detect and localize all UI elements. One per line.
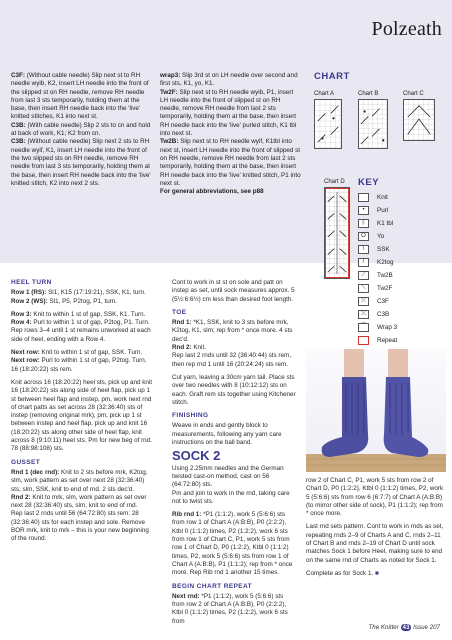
key-item: ⤬ C3B (358, 309, 389, 320)
key-item: ⟍ Tw2F (358, 283, 392, 294)
pattern-column-2 (172, 279, 296, 631)
section-heading: FINISHING (172, 412, 209, 420)
key-item: Knit (358, 192, 388, 203)
pattern-paragraph: Knit across 16 (18:20:22) heel sts, pick up and knit 16 (18:20:22) sts along side of heel flap, pick up 1 st between heel flap and instep, pm, work next rnd of chart patts as set across 28 (32:36:40) sts of instep (removing original mrk), pm, pick up 1 st between instep and heel flap, pick up and knit 16 (18:20:22) sts along other side of heel flap, knit across 8 (9:10:11) heel sts. Pm for new beg of rnd. 78 (88:98:108) sts. (11, 378, 153, 453)
page-number: 43 (402, 624, 410, 631)
pattern-row: Row 3: Knit to within 1 st of gap, SSK, K1. Turn. Row 4: Purl to within 1 st of gap, P2tog, P1. Turn. Rep rows 3–4 until 1 st remains unworked at each side of heel, ending with a Row 4. (11, 310, 151, 343)
section-heading: TOE (172, 308, 187, 316)
pattern-row: Next rnd: *P1 (1:1:2), work 5 (5:6:6) sts from row 2 of Chart A (A:B:B), P0 (2:2:2), Ktbl 0 (1:1:2) times, P2 (1:2:2), work 6 sts from (172, 592, 288, 625)
chart-c-label: Chart C (403, 91, 424, 97)
tw2b-icon: ⟋ (358, 271, 369, 280)
key-item: ⟋ Tw2B (358, 270, 393, 281)
pattern-paragraph: Weave in ends and gently block to measurements, following any yarn care instructions on the ball band. (172, 422, 282, 447)
abbreviations-left (11, 72, 153, 188)
pattern-column-1 (11, 279, 153, 549)
sock-2-heading: SOCK 2 (172, 448, 221, 464)
ssk-icon: \ (358, 245, 369, 254)
pattern-row: Rnd 1 (dec rnd): Knit to 2 sts before mrk, K2tog, slm, work pattern as set over next 28 (32:36:40) sts, slm, SSK, knit to end of rnd. 2 sts dec'd. Rnd 2: Knit to mrk, slm, work pattern as set over next 28 (32:36:40) sts, slm, knit to end of rnd. Rep last 2 rnds until 56 (64:72:80) sts rem: 28 (32:36:40) sts for each instep and sole. Remove BOR mrk, knit to mrk – this is your new beginning of the round. (11, 468, 149, 543)
key-item: Repeat (358, 335, 397, 346)
pattern-paragraph: Using 2.25mm needles and the German twisted cast-on method, cast on 56 (64:72:80) sts. Pm and join to work in the rnd, taking care not to twist sts. (172, 464, 290, 505)
publication-name: The Knitter (368, 624, 399, 631)
pattern-paragraph: Complete as for Sock 1. ■ (306, 569, 379, 577)
abbr-entry: C3F: (Without cable needle) Slip next st to RH needle wyib, K2, insert LH needle into the front of the slipped st on RH needle, remove RH needle from last 3 sts temporarily, holding them at the base, then insert RH needle back into the 'live' knitted stitches, K1 into next st. (11, 72, 149, 121)
socks-photo (306, 349, 446, 472)
c3b-icon: ⤬ (358, 310, 369, 319)
key-heading: KEY (358, 177, 380, 188)
repeat-icon (358, 336, 369, 345)
purl-icon: • (358, 206, 369, 215)
yo-icon: O (358, 232, 369, 241)
chart-a-label: Chart A (314, 91, 335, 97)
pattern-row: Row 1 (RS): Sl1, K15 (17:19:21), SSK, K1, turn. Row 2 (WS): Sl1, P5, P2tog, P1, turn. (11, 289, 146, 305)
page-title: Polzeath (371, 18, 442, 40)
general-abbreviations-note: For general abbreviations, see p88 (160, 188, 264, 196)
abbreviations-right (160, 72, 302, 196)
knit-icon (358, 193, 369, 202)
c3f-icon: ⤫ (358, 297, 369, 306)
k2tog-icon: / (358, 258, 369, 267)
abbr-entry: C3B: (With cable needle) Slip 2 sts to cn and hold at back of work, K1; K2 from cn. (11, 121, 151, 138)
abbr-entry: C3B: (Without cable needle) Slip next 2 sts to RH needle wyif, K1, insert LH needle into the front of the two slipped sts on RH needle, remove RH needle from last 3 sts temporarily, holding them at the base, then insert RH needle back into the 'live' knitted stitch, K2 into next 2 sts. (11, 138, 151, 187)
pattern-column-3 (306, 477, 446, 583)
key-item: O Yo (358, 231, 384, 242)
pattern-paragraph: Cont to work in st st on sole and patt on instep as set, until sock measures approx. 5 (5½:6:6½) cm less than desired foot length. (172, 279, 295, 303)
chart-b-label: Chart B (358, 91, 379, 97)
issue-number: Issue 207 (413, 624, 440, 631)
chart-d (324, 187, 350, 279)
end-mark-icon: ■ (374, 569, 379, 577)
chart-heading: CHART (314, 71, 350, 82)
abbr-entry: Tw2B: Slip next st to RH needle wyif, K1tbl into next st, insert LH needle into the front of slipped st on RH needle, remove RH needle from last 2 sts temporarily, holding them at the base, then insert RH needle back into the 'live' knitted stitch, P1 into next st. (160, 138, 301, 187)
wrap3-icon: ⌒ (358, 323, 369, 332)
key-item: ᛒ K1 tbl (358, 218, 393, 229)
section-heading: BEGIN CHART REPEAT (172, 582, 253, 590)
pattern-paragraph: row 2 of Chart C, P1, work 5 sts from row 2 of Chart D, P0 (1:2:2), Ktbl 0 (1:1:2) times, P2, work 5 (5:6:6) sts from row 6 (6:7:7) of Chart A (A:B:B) (to mirror other side of sock), P1 (1:1:2); rep from * once more. (306, 477, 444, 518)
pattern-paragraph: Last rnd sets pattern. Cont to work in rnds as set, repeating rnds 2–9 of Charts A and C, rnds 2–11 of Chart B and rnds 2–19 of Chart D until sock matches Sock 1 before Heel, making sure to end on the same rnd of Charts as noted for Sock 1. (306, 523, 444, 564)
tw2f-icon: ⟍ (358, 284, 369, 293)
page-footer (0, 624, 452, 631)
key-item: • Purl (358, 205, 388, 216)
pattern-row: Next row: Knit to within 1 st of gap, SSK. Turn. Next row: Purl to within 1 st of gap, P2tog. Turn. 16 (18:20:22) sts rem. (11, 349, 147, 373)
chart-b (358, 99, 388, 149)
key-item: ⌒ Wrap 3 (358, 322, 397, 333)
chart-c (403, 99, 435, 141)
pattern-row: Rnd 1: *K1, SSK, knit to 3 sts before mrk, K2tog, K1, slm; rep from * once more. 4 sts dec'd. Rnd 2: Knit. Rep last 2 rnds until 32 (36:40:44) sts rem, then rep rnd 1 until 16 (20:24:24) sts rem. (172, 319, 293, 368)
key-item: / K2tog (358, 257, 393, 268)
k1tbl-icon: ᛒ (358, 219, 369, 228)
abbr-entry: Tw2F: Slip next st to RH needle wyib, P1, insert LH needle into the front of slipped st on RH needle, remove RH needle from last 2 sts temporarily, holding them at the base, then insert RH needle back into the 'live' purled stitch, K1 tbl into next st. (160, 88, 297, 138)
abbr-entry: wrap3: Slip 3rd st on LH needle over second and first sts, K1, yo, K1. (160, 72, 298, 88)
section-heading: HEEL TURN (11, 279, 52, 286)
pattern-paragraph: Cut yarn, leaving a 30cm yarn tail. Place sts over two needles with 8 (10:12:12) sts on each. Graft rem sts together using Kitchener stitch. (172, 373, 296, 406)
section-heading: GUSSET (11, 458, 41, 466)
key-item: ⤫ C3F (358, 296, 389, 307)
key-item: \ SSK (358, 244, 390, 255)
chart-a (314, 99, 342, 149)
pattern-row: Rib rnd 1: *P1 (1:1:2), work 5 (5:6:6) sts from row 1 of Chart A (A:B:B), P0 (2:2:2), Ktbl 0 (1:1:2) times, P2 (1:2:2), work 6 sts from row 1 of Chart C, P1, work 5 sts from row 1 of Chart D, P0 (1:2:2), Ktbl 0 (1:1:2) times, P2, work 5 (5:6:6) sts from row 1 of Chart A (A:B:B), P1 (1:1:2); rep from * once more. Rep Rib rnd 1 another 15 times. (172, 511, 293, 577)
chart-d-label: Chart D (324, 179, 345, 185)
